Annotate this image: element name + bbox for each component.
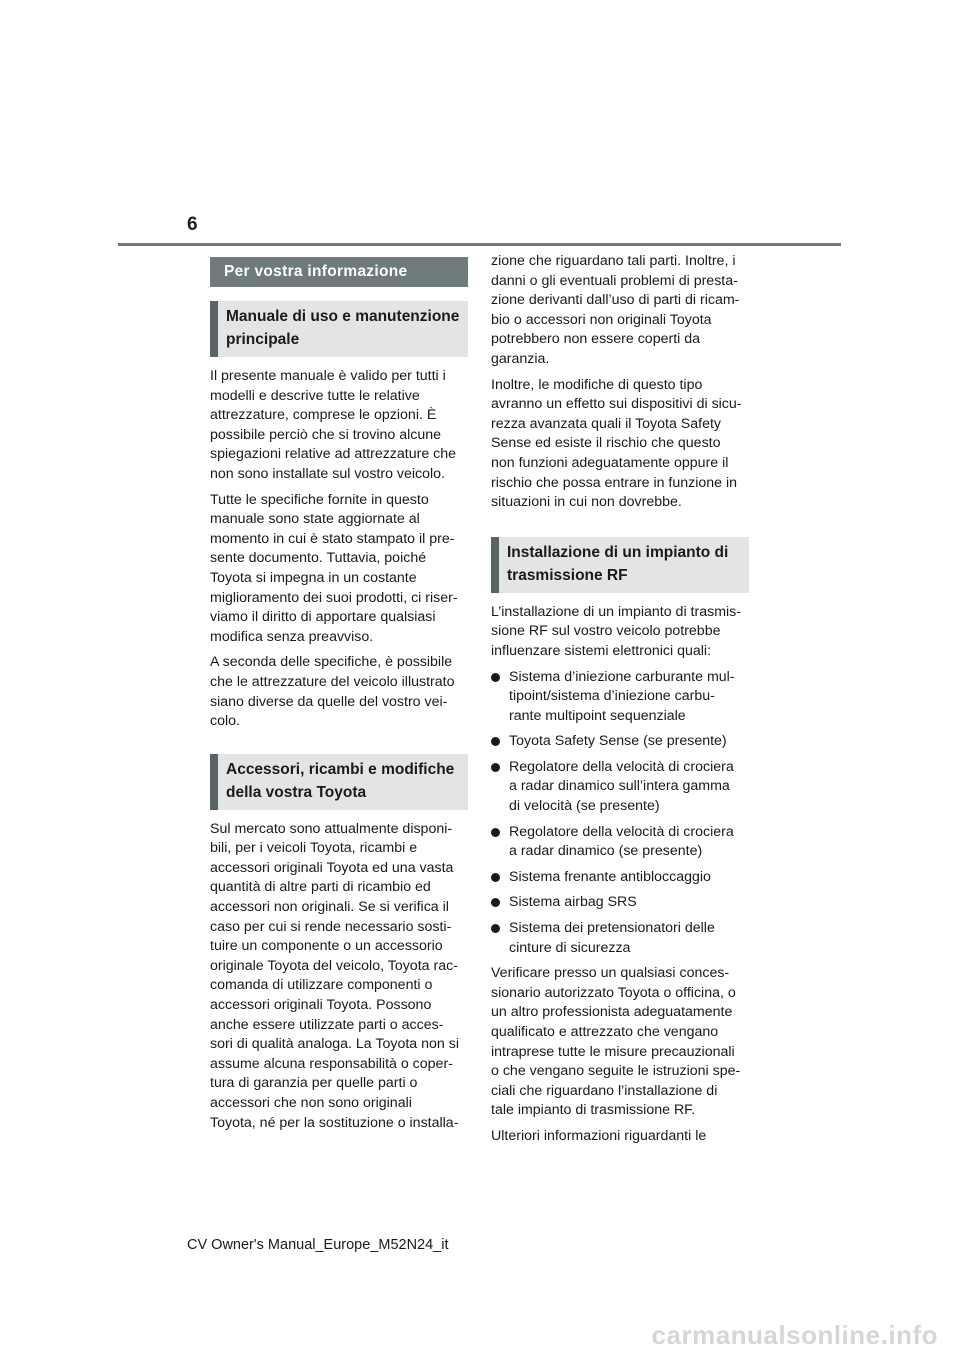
- bullet-list: [491, 668, 749, 959]
- bullet-icon: [491, 873, 500, 882]
- header-rule: [118, 243, 841, 246]
- paragraph: zione che riguardano tali parti. Inoltre, i danni o gli eventuali problemi di presta- zione derivanti dall’uso di parti di ricam- bio o accessori non originali Toyota potrebbero non essere coperti da garanzia.: [491, 253, 740, 367]
- watermark: carmanualsonline.info: [651, 1320, 938, 1350]
- heading-accessori: Accessori, ricambi e modifiche della vostra Toyota: [210, 754, 468, 810]
- paragraph: Verificare presso un qualsiasi conces- sionario autorizzato Toyota o officina, o un altro professionista adeguatamente qualificato e attrezzato che vengano intraprese tutte le misure precauzionali o che vengano seguite le istruzioni spe- ciali che riguardano l’installazione di tale impianto di trasmissione RF.: [491, 965, 741, 1119]
- list-item: Sistema airbag SRS: [491, 893, 749, 913]
- list-item: Sistema d’iniezione carburante mul- tipoint/sistema d’iniezione carbu- rante multipoint sequenziale: [491, 668, 749, 727]
- page-number: 6: [187, 214, 198, 235]
- bullet-icon: [491, 828, 500, 837]
- right-column: [491, 252, 749, 1153]
- paragraph: Ulteriori informazioni riguardanti le: [491, 1127, 707, 1144]
- paragraph: Tutte le specifiche fornite in questo manuale sono state aggiornate al momento in cui è stato stampato il pre- sente documento. Tuttavia, poiché Toyota si impegna in un costante miglioramento dei suoi prodotti, ci riser- viamo il diritto di apportare qualsiasi modifica senza preavviso.: [210, 491, 458, 645]
- left-column: [210, 257, 468, 1139]
- bullet-icon: [491, 673, 500, 682]
- bullet-icon: [491, 737, 500, 746]
- paragraph: Il presente manuale è valido per tutti i modelli e descrive tutte le relative attrezzature, comprese le opzioni. È possibile perciò che si trovino alcune spiegazioni relative ad attrezzature che non sono installate sul vostro veicolo.: [210, 368, 457, 482]
- paragraph: L’installazione di un impianto di trasmis- sione RF sul vostro veicolo potrebbe influenzare sistemi elettronici quali:: [491, 603, 741, 659]
- heading-manuale: Manuale di uso e manutenzione principale: [210, 301, 468, 357]
- paragraph: A seconda delle specifiche, è possibile che le attrezzature del veicolo illustrato siano diverse da quelle del vostro vei- colo.: [210, 654, 455, 730]
- list-item: Regolatore della velocità di crociera a radar dinamico sull’intera gamma di velocità (se presente): [491, 758, 749, 817]
- list-item: Regolatore della velocità di crociera a radar dinamico (se presente): [491, 823, 749, 862]
- heading-installazione-rf: Installazione di un impianto di trasmissione RF: [491, 537, 749, 593]
- list-item: Sistema dei pretensionatori delle cinture di sicurezza: [491, 919, 749, 958]
- paragraph: Sul mercato sono attualmente disponi- bili, per i veicoli Toyota, ricambi e accessori originali Toyota ed una vasta quantità di altre parti di ricambio ed accessori non originali. Se si verifica il caso per cui si rende necessario sosti- tuire un componente o un accessorio originale Toyota del veicolo, Toyota rac- comanda di utilizzare componenti o accessori originali Toyota. Possono anche essere utilizzate parti o acces- sori di qualità analoga. La Toyota non si assume alcuna responsabilità o coper- tura di garanzia per quelle parti o accessori che non sono originali Toyota, né per la sostituzione o installa-: [210, 820, 459, 1131]
- bullet-icon: [491, 898, 500, 907]
- section-title: Per vostra informazione: [210, 257, 468, 287]
- bullet-icon: [491, 763, 500, 772]
- list-item: Toyota Safety Sense (se presente): [491, 732, 749, 752]
- list-item: Sistema frenante antibloccaggio: [491, 868, 749, 888]
- footer-doc-id: CV Owner's Manual_Europe_M52N24_it: [187, 1237, 449, 1253]
- paragraph: Inoltre, le modifiche di questo tipo avranno un effetto sui dispositivi di sicu- rezza avanzata quali il Toyota Safety Sense ed esiste il rischio che questo non funzioni adeguatamente oppure il rischio che possa entrare in funzione in situazioni in cui non dovrebbe.: [491, 376, 742, 511]
- bullet-icon: [491, 924, 500, 933]
